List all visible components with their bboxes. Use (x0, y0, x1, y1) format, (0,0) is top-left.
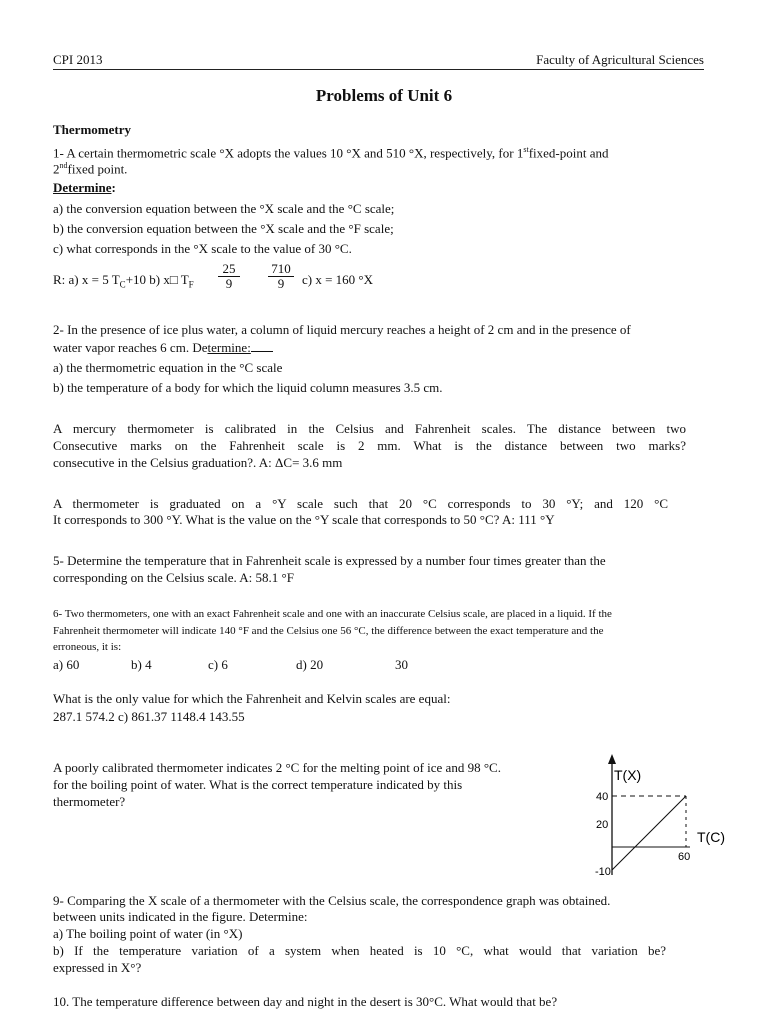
problem-8-line-2: for the boiling point of water. What is the correct temperature indicated by this (53, 777, 463, 792)
header-left: CPI 2013 (53, 52, 103, 67)
problem-3-line-2: Consecutive marks on the Fahrenheit scale is 2 mm. What is the distance between two marks? (53, 438, 686, 453)
problem-2-item-a: a) the thermometric equation in the °C scale (53, 360, 283, 375)
problem-7-line-2: 287.1 574.2 c) 861.37 1148.4 143.55 (53, 709, 245, 724)
problem-3-line-1: A mercury thermometer is calibrated in the Celsius and Fahrenheit scales. The distance between two (53, 421, 686, 436)
fraction-710-9: $\frac{710}{9}$ (268, 262, 294, 291)
problem-5-line-1: 5- Determine the temperature that in Fahrenheit scale is expressed by a number four times greater than the (53, 553, 606, 568)
header-divider (53, 69, 704, 70)
problem-10-line-1: 10. The temperature difference between day and night in the desert is 30°C. What would that be? (53, 994, 558, 1009)
determine-label: Determine: (53, 180, 116, 195)
problem-6-option-d: d) 20 (296, 657, 324, 672)
problem-9-item-b-line-1: b) If the temperature variation of a system when heated is 10 °C, what would that variation be? (53, 943, 666, 958)
section-heading: Thermometry (53, 122, 131, 137)
x-axis-label: T(C) (697, 829, 725, 845)
problem-1-answer-c: c) x = 160 °X (302, 272, 374, 287)
problem-4-line-1: A thermometer is graduated on a °Y scale such that 20 °C corresponds to 30 °Y; and 120 °C (53, 496, 668, 511)
problem-6-line-3: erroneous, it is: (53, 641, 122, 653)
y-axis-label: T(X) (614, 767, 642, 783)
y-tick-20: 20 (596, 819, 609, 831)
problem-6-option-c: c) 6 (208, 657, 228, 672)
problem-2-item-b: b) the temperature of a body for which the liquid column measures 3.5 cm. (53, 380, 443, 395)
problem-6-option-e: 30 (395, 657, 408, 672)
problem-9-item-b-line-2: expressed in X°? (53, 960, 142, 975)
problem-6-option-b: b) 4 (131, 657, 152, 672)
problem-5-line-2: corresponding on the Celsius scale. A: 58.1 °F (53, 570, 294, 585)
scale-correspondence-figure (580, 750, 740, 885)
header-right: Faculty of Agricultural Sciences (536, 52, 704, 67)
problem-1-line-1: 1- A certain thermometric scale °X adopts the values 10 °X and 510 °X, respectively, for 1stfixed-point and (53, 145, 609, 161)
problem-1-item-a: a) the conversion equation between the °X scale and the °C scale; (53, 201, 395, 216)
problem-6-line-1: 6- Two thermometers, one with an exact Fahrenheit scale and one with an inaccurate Celsius scale, are placed in a liquid. If the (53, 608, 612, 620)
page-title: Problems of Unit 6 (315, 86, 453, 105)
problem-9-line-2: between units indicated in the figure. Determine: (53, 909, 308, 924)
y-tick-minus-10: -10 (595, 866, 611, 878)
problem-3-line-3: consecutive in the Celsius graduation?. A: ΔC= 3.6 mm (53, 455, 343, 470)
y-tick-40: 40 (596, 791, 609, 803)
correspondence-line (612, 796, 686, 870)
problem-1-item-c: c) what corresponds in the °X scale to the value of 30 °C. (53, 241, 352, 256)
problem-2-line-2: water vapor reaches 6 cm. Determine: (53, 339, 273, 356)
problem-1-line-2: 2ndfixed point. (53, 161, 128, 177)
problem-8-line-1: A poorly calibrated thermometer indicates 2 °C for the melting point of ice and 98 °C. (53, 760, 501, 775)
problem-2-line-1: 2- In the presence of ice plus water, a column of liquid mercury reaches a height of 2 cm and in the presence of (53, 322, 631, 337)
problem-1-answer: R: a) x = 5 $T_C+10$ b) x□ $T_F$ (53, 272, 194, 290)
x-tick-60: 60 (678, 851, 691, 863)
problem-9-line-1: 9- Comparing the X scale of a thermometer with the Celsius scale, the correspondence graph was obtained. (53, 893, 611, 908)
y-axis-arrow (608, 754, 616, 764)
problem-8-line-3: thermometer? (53, 794, 126, 809)
fraction-25-9: $\frac{25}{9}$ (218, 262, 240, 291)
problem-6-line-2: Fahrenheit thermometer will indicate 140 °F and the Celsius one 56 °C, the difference between the exact temperature and the (53, 625, 604, 637)
problem-6-option-a: a) 60 (53, 657, 80, 672)
problem-4-line-2: It corresponds to 300 °Y. What is the value on the °Y scale that corresponds to 50 °C? A: 111 °Y (53, 512, 555, 527)
problem-7-line-1: What is the only value for which the Fahrenheit and Kelvin scales are equal: (53, 691, 451, 706)
problem-9-item-a: a) The boiling point of water (in °X) (53, 926, 243, 941)
problem-1-item-b: b) the conversion equation between the °X scale and the °F scale; (53, 221, 394, 236)
